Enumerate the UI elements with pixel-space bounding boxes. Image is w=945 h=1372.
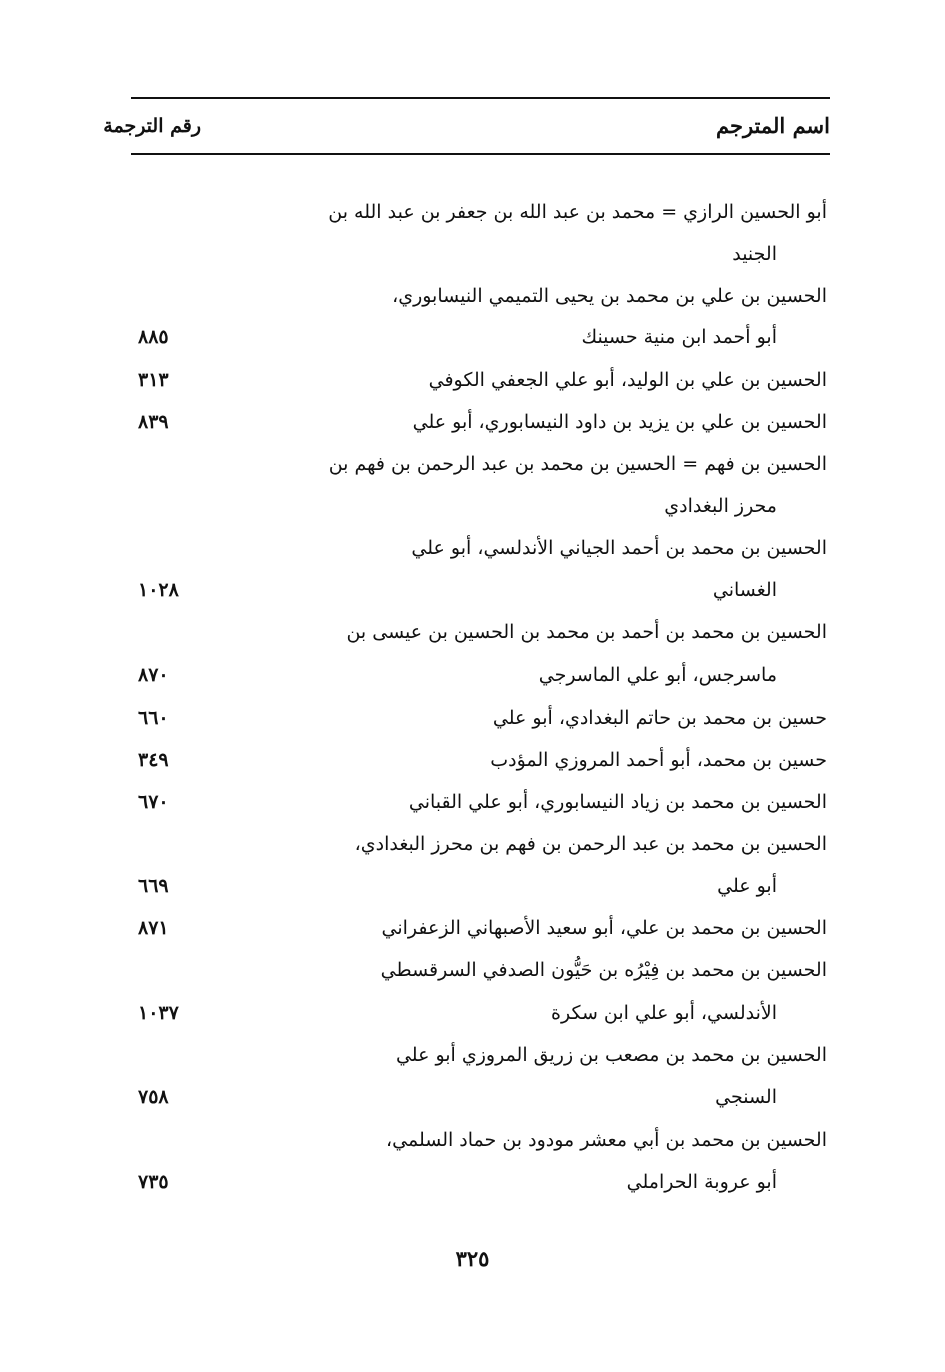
- entry-number: ٧٣٥: [138, 1171, 169, 1193]
- entry-line: الحسين بن علي بن يزيد بن داود النيسابوري، أبو علي: [412, 411, 827, 433]
- entry-number: ١٠٣٧: [138, 1002, 179, 1024]
- header-rule: [131, 153, 830, 155]
- entry-line: الحسين بن فهم = الحسين بن محمد بن عبد الرحمن بن فهم بن: [328, 453, 827, 475]
- entry-number: ٦٧٠: [138, 791, 169, 813]
- entry-number: ٧٥٨: [138, 1086, 169, 1108]
- entry-line: الحسين بن محمد بن مصعب بن زريق المروزي أبو علي: [395, 1044, 827, 1066]
- entry-line: ماسرجس، أبو علي الماسرجي: [538, 664, 777, 686]
- header-number-column: رقم الترجمة: [103, 115, 201, 137]
- entry-number: ٨٧٠: [138, 664, 169, 686]
- entry-line: الحسين بن علي بن محمد بن يحيى التميمي النيسابوري،: [392, 285, 827, 307]
- header-name-column: اسم المترجم: [716, 113, 830, 138]
- entry-line: أبو عروبة الحراملي: [626, 1171, 777, 1193]
- entry-line: الحسين بن محمد بن علي، أبو سعيد الأصبهاني الزعفراني: [381, 917, 827, 939]
- entry-number: ٨٣٩: [138, 411, 169, 433]
- entry-line: الحسين بن محمد بن زياد النيسابوري، أبو علي القباني: [408, 791, 827, 813]
- entry-line: الحسين بن محمد بن أبي معشر مودود بن حماد السلمي،: [386, 1129, 827, 1151]
- entry-line: أبو أحمد ابن منية حسينك: [581, 326, 777, 348]
- top-rule: [131, 97, 830, 99]
- entry-number: ٦٦٠: [138, 707, 169, 729]
- entry-line: حسين بن محمد، أبو أحمد المروزي المؤدب: [490, 749, 827, 771]
- entry-line: السنجي: [715, 1086, 777, 1108]
- entry-line: الحسين بن محمد بن أحمد الجياني الأندلسي، أبو علي: [411, 537, 827, 559]
- entry-line: الحسين بن محمد بن فِيْرُه بن حَيُّون الصدفي السرقسطي: [380, 959, 827, 981]
- entry-number: ٣٤٩: [138, 749, 169, 771]
- entry-line: الغساني: [712, 579, 777, 601]
- entry-number: ٨٧١: [138, 917, 169, 939]
- entry-line: حسين بن محمد بن حاتم البغدادي، أبو علي: [492, 707, 827, 729]
- entry-line: أبو علي: [717, 875, 777, 897]
- entry-line: أبو الحسين الرازي = محمد بن عبد الله بن جعفر بن عبد الله بن: [328, 201, 827, 223]
- entry-line: الحسين بن محمد بن عبد الرحمن بن فهم بن محرز البغدادي،: [354, 833, 827, 855]
- entry-line: محرز البغدادي: [664, 495, 777, 517]
- entry-number: ٦٦٩: [138, 875, 169, 897]
- entry-number: ٨٨٥: [138, 326, 169, 348]
- entry-line: الأندلسي، أبو علي ابن سكرة: [551, 1002, 777, 1024]
- entry-number: ١٠٢٨: [138, 579, 179, 601]
- page-number: ٣٢٥: [455, 1246, 490, 1271]
- entry-line: الحسين بن محمد بن أحمد بن محمد بن الحسين بن عيسى بن: [346, 621, 827, 643]
- entry-line: الحسين بن علي بن الوليد، أبو علي الجعفي الكوفي: [428, 369, 827, 391]
- entry-number: ٣١٣: [138, 369, 169, 391]
- entry-line: الجنيد: [732, 243, 777, 265]
